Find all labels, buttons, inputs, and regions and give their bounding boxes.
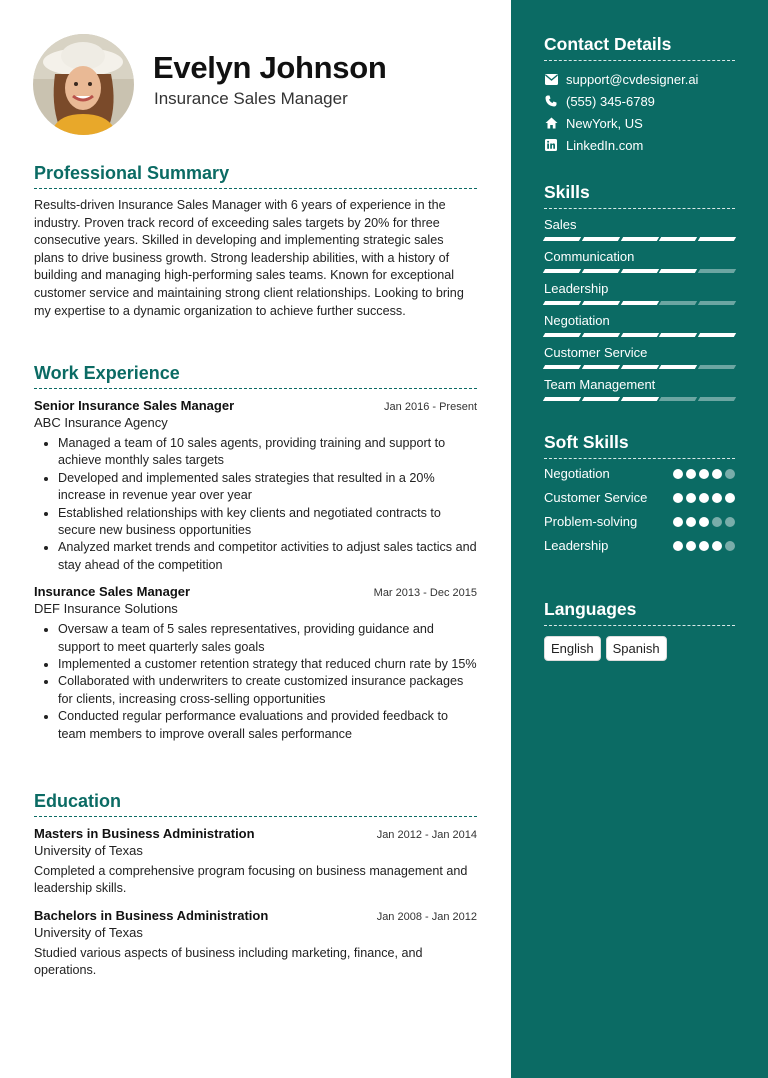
summary-section [34, 163, 477, 320]
summary-heading: Professional Summary [34, 163, 477, 189]
skill-level-bar [544, 333, 735, 337]
job-bullet: • Oversaw a team of 5 sales representatives, providing guidance and support to meet quarterly sales goals [58, 621, 477, 656]
skill-level-segment [543, 269, 581, 273]
soft-skill-rating [673, 541, 735, 551]
rating-dot [673, 493, 683, 503]
skill-level-segment [698, 237, 736, 241]
rating-dot [673, 517, 683, 527]
skill-item [544, 313, 735, 337]
degree: Masters in Business Administration [34, 826, 255, 841]
contact-section [544, 34, 735, 153]
skill-level-bar [544, 301, 735, 305]
education-desc: Studied various aspects of business including marketing, finance, and operations. [34, 945, 423, 978]
job-bullet: • Developed and implemented sales strategies that resulted in a 20% increase in revenue year over year [58, 470, 477, 505]
job-company: DEF Insurance Solutions [34, 601, 178, 617]
rating-dot [712, 517, 722, 527]
job-date: Mar 2013 - Dec 2015 [373, 587, 477, 600]
rating-dot [673, 541, 683, 551]
skill-level-segment [659, 365, 697, 369]
soft-skill-name: Negotiation [544, 466, 610, 481]
skill-item [544, 345, 735, 369]
job-role: Insurance Sales Manager [34, 584, 191, 600]
soft-skill-item [544, 513, 735, 531]
work-heading: Work Experience [34, 363, 477, 389]
job-bullets [34, 435, 477, 574]
education-heading: Education [34, 791, 477, 817]
education-section [34, 791, 477, 980]
soft-skill-rating [673, 517, 735, 527]
skill-level-segment [582, 237, 620, 241]
skill-name: Customer Service [544, 345, 648, 360]
rating-dot [686, 541, 696, 551]
rating-dot [712, 541, 722, 551]
job-entry [34, 398, 477, 574]
rating-dot [725, 517, 735, 527]
skill-level-bar [544, 269, 735, 273]
skill-level-segment [698, 365, 736, 369]
skill-name: Leadership [544, 281, 609, 296]
skill-level-segment [659, 301, 697, 305]
home-icon [544, 116, 558, 130]
skill-level-segment [698, 269, 736, 273]
job-role: Senior Insurance Sales Manager [34, 398, 235, 413]
skill-level-segment [582, 301, 620, 305]
job-bullet: • Analyzed market trends and competitor activities to adjust sales tactics and stay ahead of the competition [58, 539, 477, 574]
contact-email[interactable] [544, 71, 735, 87]
rating-dot [686, 493, 696, 503]
languages-section [544, 599, 735, 661]
skill-name: Communication [544, 249, 635, 264]
work-section [34, 363, 477, 743]
skill-item [544, 217, 735, 241]
rating-dot [725, 493, 735, 503]
soft-skill-item [544, 489, 735, 507]
skill-level-segment [620, 333, 658, 337]
language-tag: English [544, 636, 601, 661]
degree: Bachelors in Business Administration [34, 907, 269, 923]
soft-skills-heading: Soft Skills [544, 432, 735, 459]
phone-icon [544, 94, 558, 108]
rating-dot [712, 469, 722, 479]
skill-level-segment [543, 397, 581, 401]
sidebar [511, 0, 768, 1078]
skill-level-segment [620, 365, 658, 369]
job-date: Jan 2016 - Present [384, 401, 477, 413]
soft-skill-rating [673, 469, 735, 479]
contact-linkedin[interactable] [544, 137, 735, 153]
skills-section [544, 182, 735, 401]
rating-dot [699, 541, 709, 551]
skill-level-segment [698, 397, 736, 401]
skill-level-segment [543, 237, 581, 241]
skill-level-segment [698, 333, 736, 337]
rating-dot [699, 517, 709, 527]
languages-heading: Languages [544, 599, 735, 626]
summary-text: Results-driven Insurance Sales Manager with 6 years of experience in the industry. Proven track record of exceeding sales targets by 20% for three consecutive years. Skilled in developing and implementing strategic sales plans to drive business growth. Strong leadership abilities, with a history of building and managing high-performing sales teams. Known for exceptional customer service and maintaining strong client relationships. Looking to bring my expertise to a dynamic organization to achieve further success. [34, 198, 464, 318]
rating-dot [699, 469, 709, 479]
soft-skill-name: Leadership [544, 538, 609, 553]
education-date: Jan 2012 - Jan 2014 [376, 829, 477, 841]
job-company: ABC Insurance Agency [34, 415, 168, 430]
education-entry [34, 826, 477, 898]
rating-dot [712, 493, 722, 503]
rating-dot [725, 469, 735, 479]
soft-skill-rating [673, 493, 735, 503]
skill-name: Negotiation [544, 313, 610, 328]
candidate-title: Insurance Sales Manager [154, 89, 348, 108]
skill-level-segment [582, 333, 620, 337]
rating-dot [699, 493, 709, 503]
job-bullet: • Managed a team of 10 sales agents, providing training and support to achieve monthly sales targets [58, 435, 477, 470]
skill-level-segment [698, 301, 736, 305]
skill-level-segment [659, 269, 697, 273]
soft-skill-name: Problem-solving [544, 514, 638, 529]
school: University of Texas [34, 843, 143, 858]
skill-level-segment [659, 333, 697, 337]
candidate-name: Evelyn Johnson [153, 50, 387, 85]
linkedin-icon [544, 138, 558, 152]
education-date: Jan 2008 - Jan 2012 [376, 910, 477, 923]
skill-level-segment [582, 397, 620, 401]
contact-heading: Contact Details [544, 34, 735, 61]
soft-skills-list [544, 465, 735, 555]
skill-level-segment [659, 397, 697, 401]
rating-dot [673, 469, 683, 479]
job-bullet: • Implemented a customer retention strategy that reduced churn rate by 15% [58, 656, 477, 673]
language-tags [544, 636, 735, 661]
rating-dot [725, 541, 735, 551]
linkedin-text: LinkedIn.com [566, 137, 644, 153]
education-entry [34, 908, 477, 980]
language-tag: Spanish [606, 636, 667, 661]
skills-list [544, 217, 735, 401]
job-entry [34, 584, 477, 743]
skill-level-segment [582, 269, 620, 273]
envelope-icon [544, 72, 558, 86]
soft-skill-item [544, 537, 735, 555]
job-bullet: • Collaborated with underwriters to create customized insurance packages for clients, increasing cross-selling opportunities [58, 673, 477, 708]
skills-heading: Skills [544, 182, 735, 209]
skill-level-segment [543, 301, 581, 305]
avatar [33, 34, 134, 135]
rating-dot [686, 469, 696, 479]
skill-level-segment [620, 397, 658, 401]
contact-phone[interactable] [544, 93, 735, 109]
skill-level-bar [544, 365, 735, 369]
skill-level-bar [544, 397, 735, 401]
education-desc: Completed a comprehensive program focusing on business management and leadership skills. [34, 864, 468, 896]
job-bullet: • Conducted regular performance evaluations and provided feedback to team members to improve overall sales performance [58, 708, 477, 743]
skill-name: Sales [544, 217, 577, 232]
skill-level-segment [659, 237, 697, 241]
skill-level-segment [543, 365, 581, 369]
job-bullet: • Established relationships with key clients and negotiated contracts to secure new business opportunities [58, 505, 477, 540]
skill-level-segment [620, 237, 658, 241]
contact-location [544, 115, 735, 131]
skill-level-segment [620, 269, 658, 273]
skill-item [544, 249, 735, 273]
phone-text: (555) 345-6789 [566, 93, 655, 109]
school: University of Texas [34, 924, 143, 940]
email-text: support@cvdesigner.ai [566, 71, 699, 87]
skill-item [544, 281, 735, 305]
soft-skill-name: Customer Service [544, 490, 648, 505]
job-bullets [34, 621, 477, 743]
location-text: NewYork, US [566, 115, 643, 131]
rating-dot [686, 517, 696, 527]
soft-skills-section [544, 432, 735, 555]
skill-level-segment [620, 301, 658, 305]
skill-level-segment [582, 365, 620, 369]
skill-name: Team Management [544, 377, 656, 392]
skill-item [544, 377, 735, 401]
soft-skill-item [544, 465, 735, 483]
skill-level-segment [543, 333, 581, 337]
skill-level-bar [544, 237, 735, 241]
